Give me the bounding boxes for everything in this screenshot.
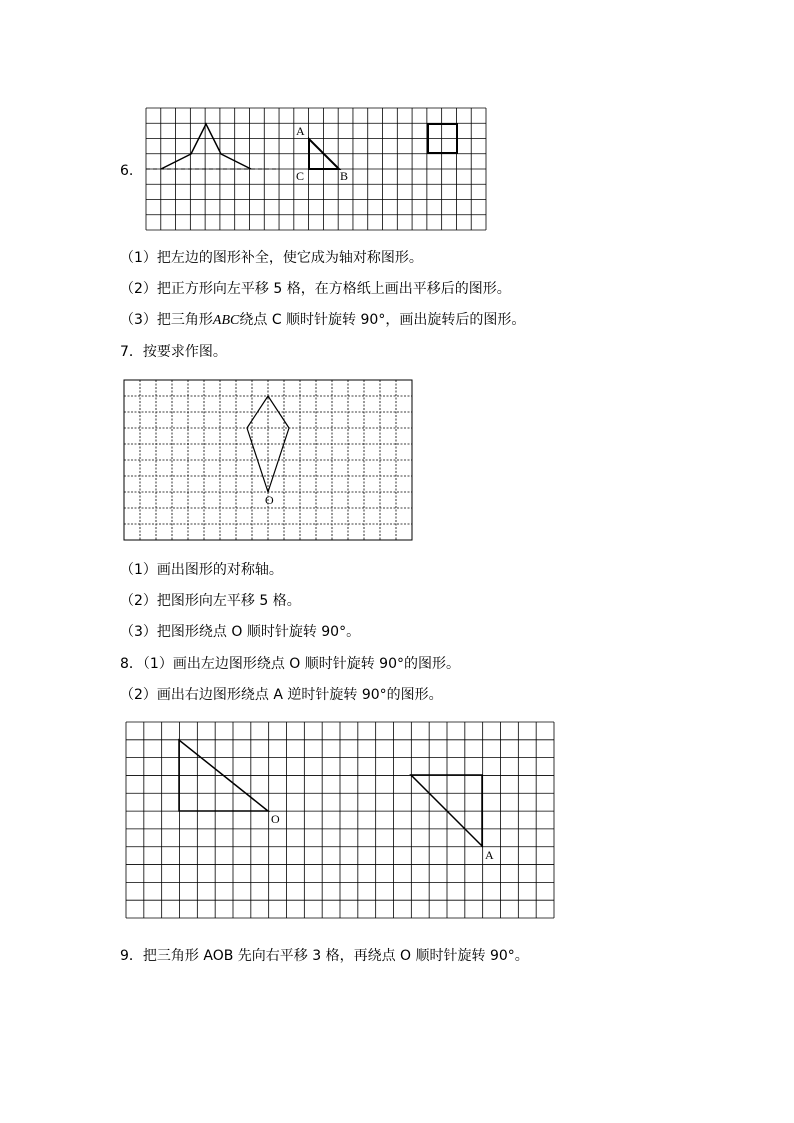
q6-sub3-pre: （3）把三角形 <box>120 312 213 328</box>
q8-label-a: A <box>485 848 494 862</box>
q6-grid <box>146 108 486 230</box>
q7-sub1: （1）画出图形的对称轴。 <box>120 562 283 578</box>
q8-right-triangle <box>411 775 482 846</box>
q6-label-a: A <box>296 124 305 138</box>
q6-sub3-post: 绕点 C 顺时针旋转 90°，画出旋转后的图形。 <box>239 312 526 328</box>
q6-half-figure <box>161 124 251 169</box>
q6-sub3 <box>120 311 525 330</box>
q7-grid <box>124 380 414 540</box>
q8-label-o: O <box>271 812 280 826</box>
q6-number: 6. <box>120 163 134 179</box>
q6-sub2: （2）把正方形向左平移 5 格，在方格纸上画出平移后的图形。 <box>120 281 511 297</box>
q8-sub1: 8．（1）画出左边图形绕点 O 顺时针旋转 90°的图形。 <box>120 656 460 672</box>
q6-sub3-abc: ABC <box>212 313 240 328</box>
q8-grid <box>126 722 554 918</box>
q6-label-b: B <box>340 169 349 183</box>
q9-text: 9．把三角形 AOB 先向右平移 3 格，再绕点 O 顺时针旋转 90°。 <box>120 948 529 964</box>
q6-label-c: C <box>296 169 305 183</box>
q7-sub2: （2）把图形向左平移 5 格。 <box>120 593 301 609</box>
q6-sub1: （1）把左边的图形补全，使它成为轴对称图形。 <box>120 250 423 266</box>
q7-title: 7．按要求作图。 <box>120 344 227 360</box>
q7-sub3: （3）把图形绕点 O 顺时针旋转 90°。 <box>120 624 361 640</box>
q7-label-o: O <box>265 493 274 507</box>
q8-sub2: （2）画出右边图形绕点 A 逆时针旋转 90°的图形。 <box>120 687 443 703</box>
